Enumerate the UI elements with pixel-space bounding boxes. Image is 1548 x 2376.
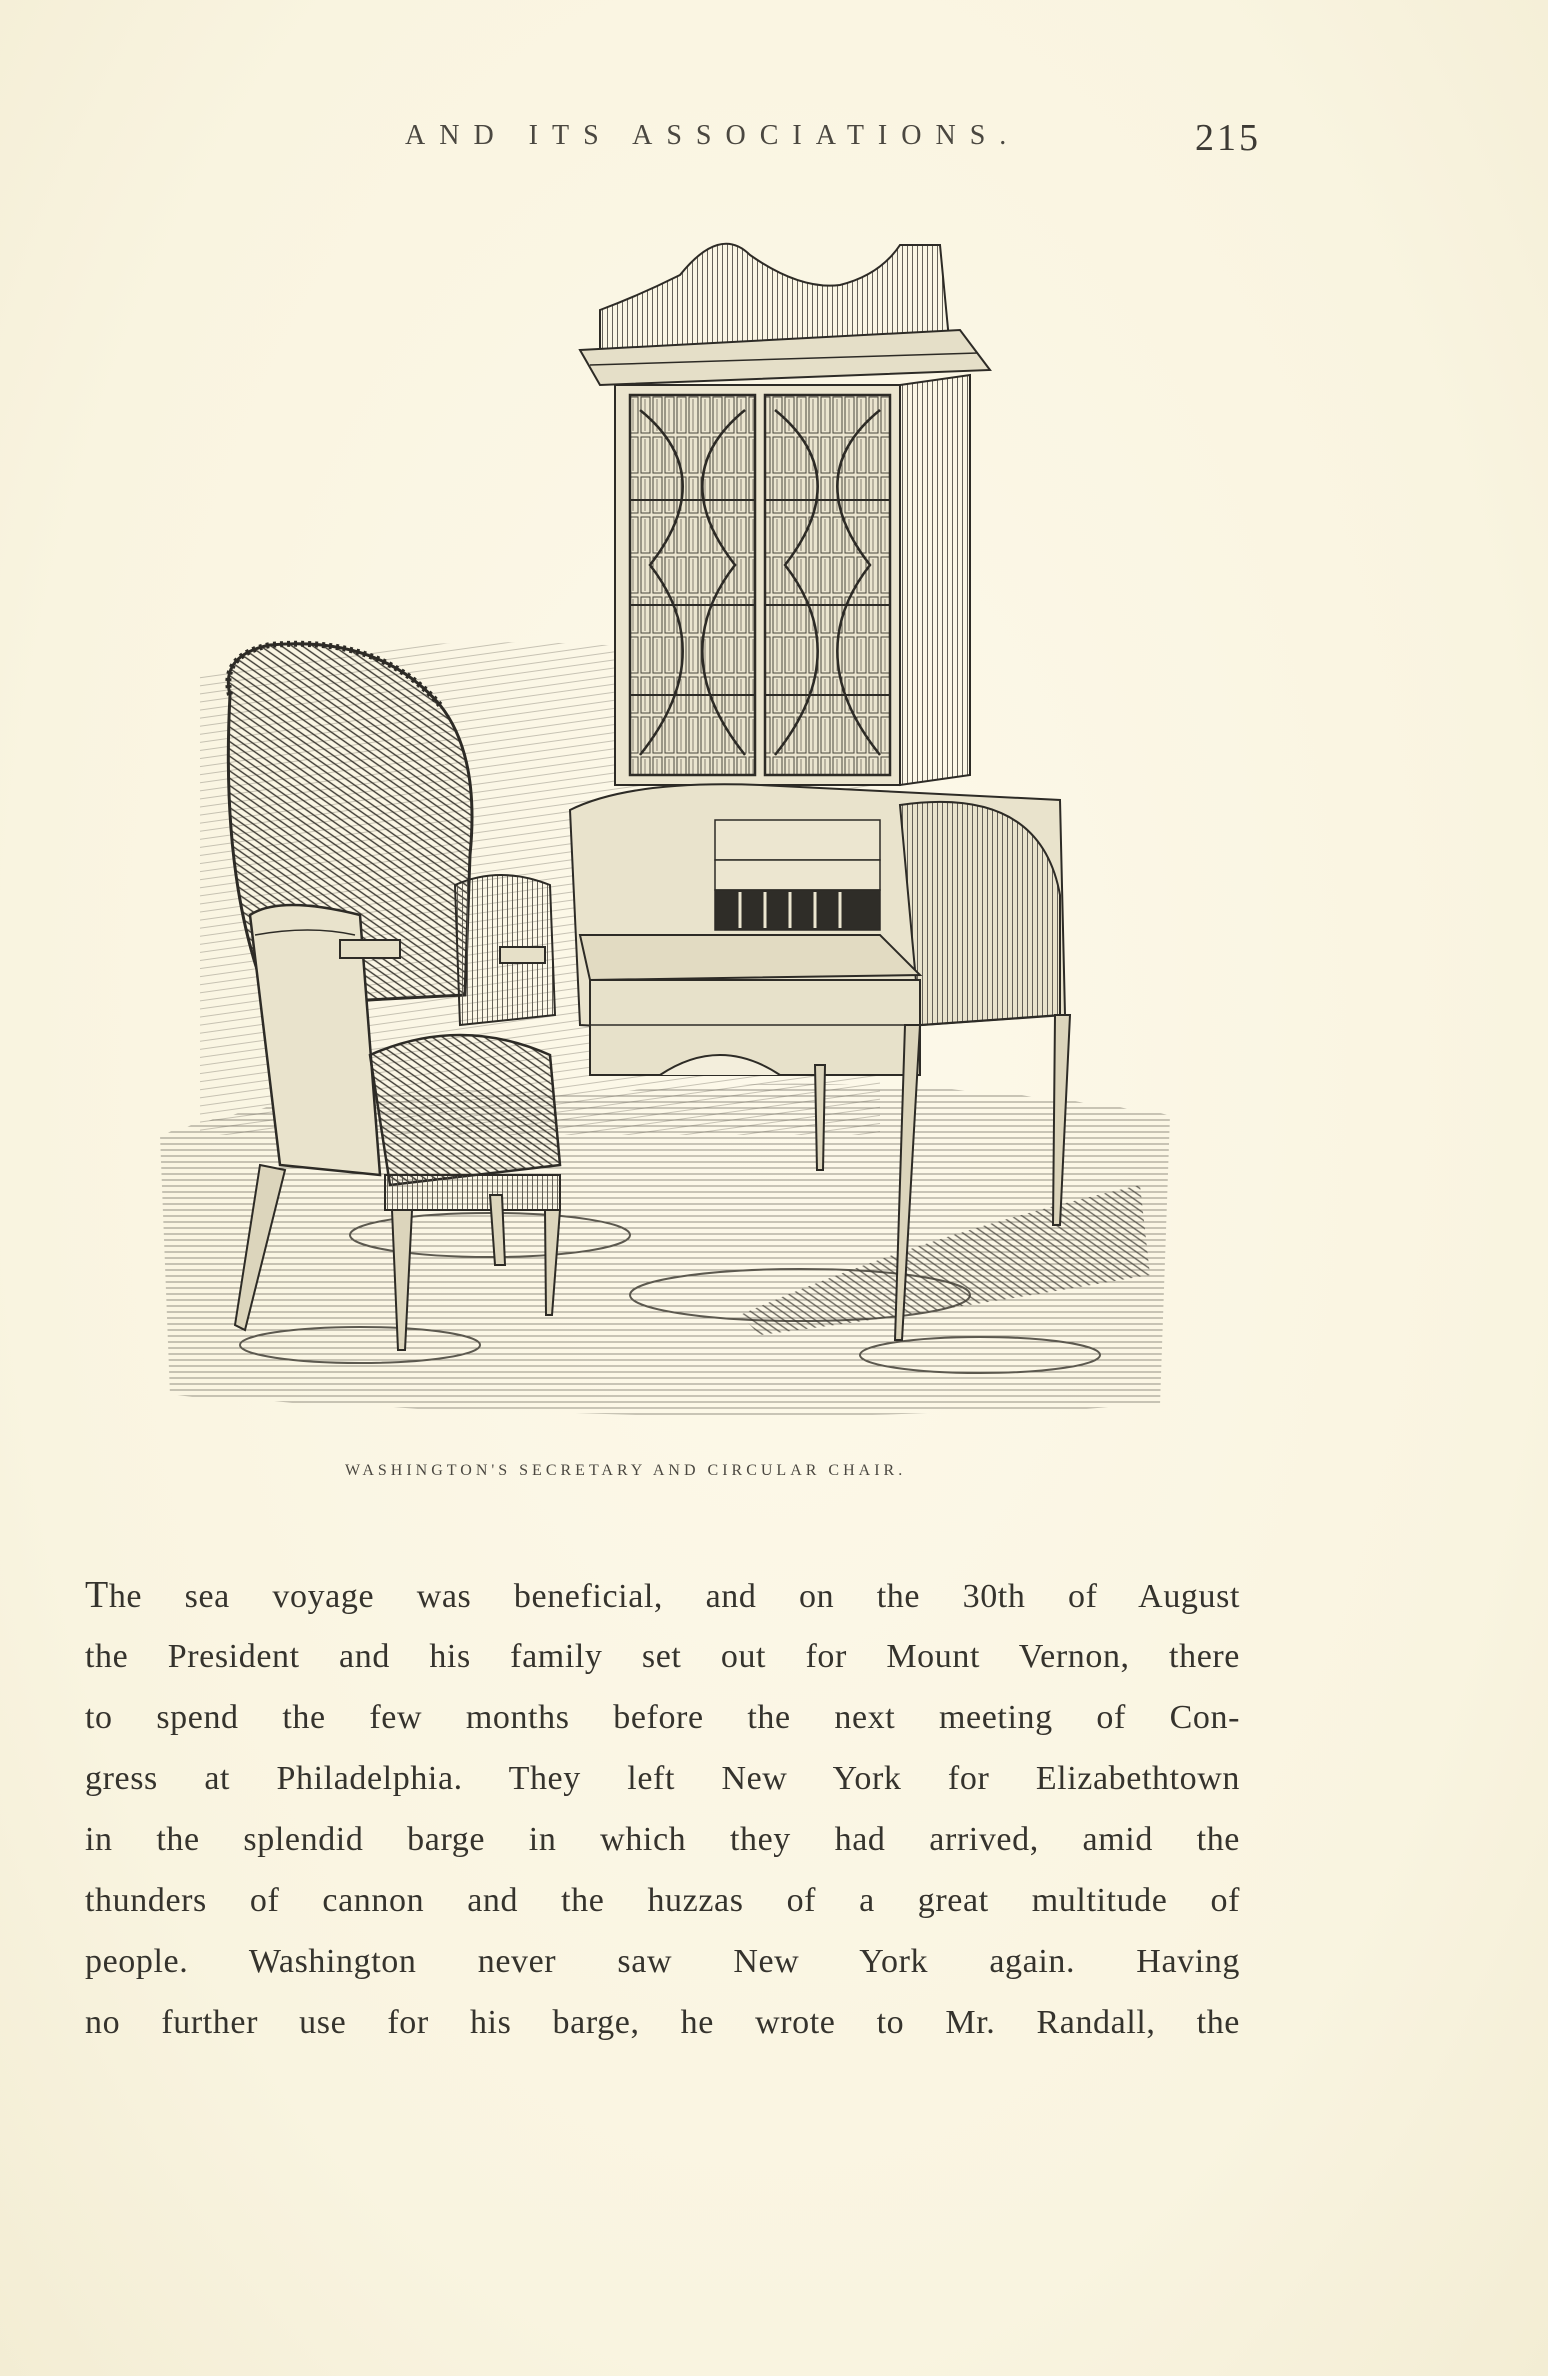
text-line: thunders of cannon and the huzzas of a great multitude of	[85, 1882, 1240, 1919]
text-line: people. Washington never saw New York again. Having	[85, 1943, 1240, 1980]
text-line: The sea voyage was beneficial, and on the 30th of August	[85, 1574, 1240, 1616]
text-line: in the splendid barge in which they had arrived, amid the	[85, 1821, 1240, 1858]
text-line: gress at Philadelphia. They left New York for Elizabethtown	[85, 1760, 1240, 1797]
body-text	[85, 1565, 1240, 2053]
engraving-secretary-and-chair	[160, 235, 1200, 1435]
text-line: to spend the few months before the next meeting of Con-	[85, 1699, 1240, 1736]
figure-caption: WASHINGTON'S SECRETARY AND CIRCULAR CHAIR.	[345, 1462, 907, 1479]
text-line: no further use for his barge, he wrote to Mr. Randall, the	[85, 2004, 1240, 2041]
page-number: 215	[1195, 117, 1261, 159]
text-line: the President and his family set out for Mount Vernon, there	[85, 1638, 1240, 1675]
running-head: AND ITS ASSOCIATIONS.	[405, 120, 1021, 151]
